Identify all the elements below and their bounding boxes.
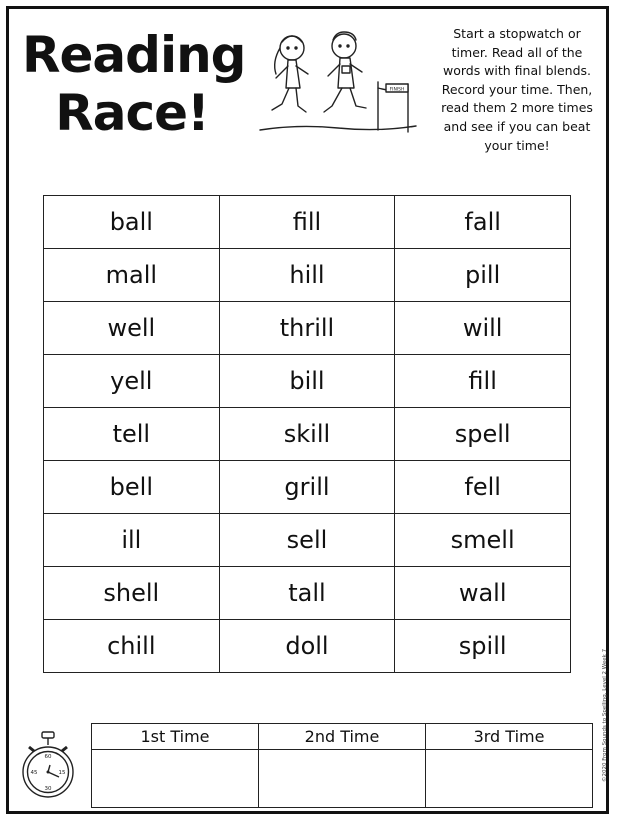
third-time-header: 3rd Time <box>426 724 593 750</box>
girl-runner-figure <box>272 36 308 112</box>
word-cell: yell <box>44 355 220 408</box>
word-cell: hill <box>219 249 395 302</box>
word-grid-row <box>44 196 571 249</box>
word-grid-row <box>44 302 571 355</box>
copyright-note: ©2020 From Sounds to Spelling, Level 2 Week 7 <box>602 648 608 782</box>
word-grid-row <box>44 249 571 302</box>
word-cell: thrill <box>219 302 395 355</box>
racing-kids-illustration <box>258 26 418 138</box>
word-cell: bell <box>44 461 220 514</box>
word-cell: fall <box>395 196 571 249</box>
word-cell: shell <box>44 567 220 620</box>
word-cell: sell <box>219 514 395 567</box>
title-line-2: Race! <box>55 84 209 142</box>
instructions-text: Start a stopwatch or timer. Read all of the words with final blends. Record your time. Then, read them 2 more times and see if you can beat your time! <box>441 26 593 153</box>
word-grid-row <box>44 461 571 514</box>
title-line-1: Reading <box>22 26 246 84</box>
word-cell: mall <box>44 249 220 302</box>
word-grid-row <box>44 567 571 620</box>
page-title <box>22 26 246 142</box>
word-cell: smell <box>395 514 571 567</box>
word-cell: chill <box>44 620 220 673</box>
boy-runner-figure <box>324 32 366 112</box>
word-grid-row <box>44 514 571 567</box>
word-grid <box>43 195 571 673</box>
times-table <box>91 723 593 808</box>
word-grid-row <box>44 355 571 408</box>
dial-number-60: 60 <box>44 754 52 760</box>
word-cell: skill <box>219 408 395 461</box>
finish-banner-text: FINISH <box>389 87 405 93</box>
word-cell: fill <box>395 355 571 408</box>
second-time-entry-box[interactable] <box>259 750 426 808</box>
word-grid-row <box>44 408 571 461</box>
word-cell: wall <box>395 567 571 620</box>
word-cell: tell <box>44 408 220 461</box>
word-cell: ball <box>44 196 220 249</box>
ground-line <box>260 126 416 130</box>
word-cell: bill <box>219 355 395 408</box>
third-time-entry-box[interactable] <box>426 750 593 808</box>
first-time-header: 1st Time <box>92 724 259 750</box>
word-cell: tall <box>219 567 395 620</box>
dial-number-30: 30 <box>44 786 52 792</box>
word-cell: pill <box>395 249 571 302</box>
first-time-entry-box[interactable] <box>92 750 259 808</box>
second-time-header: 2nd Time <box>259 724 426 750</box>
stopwatch-icon <box>20 730 76 800</box>
dial-number-45: 45 <box>30 770 38 776</box>
word-cell: grill <box>219 461 395 514</box>
word-grid-row <box>44 620 571 673</box>
word-cell: will <box>395 302 571 355</box>
dial-number-15: 15 <box>58 770 66 776</box>
word-cell: doll <box>219 620 395 673</box>
word-cell: fell <box>395 461 571 514</box>
word-cell: fill <box>219 196 395 249</box>
word-cell: spell <box>395 408 571 461</box>
word-cell: spill <box>395 620 571 673</box>
word-cell: ill <box>44 514 220 567</box>
word-cell: well <box>44 302 220 355</box>
